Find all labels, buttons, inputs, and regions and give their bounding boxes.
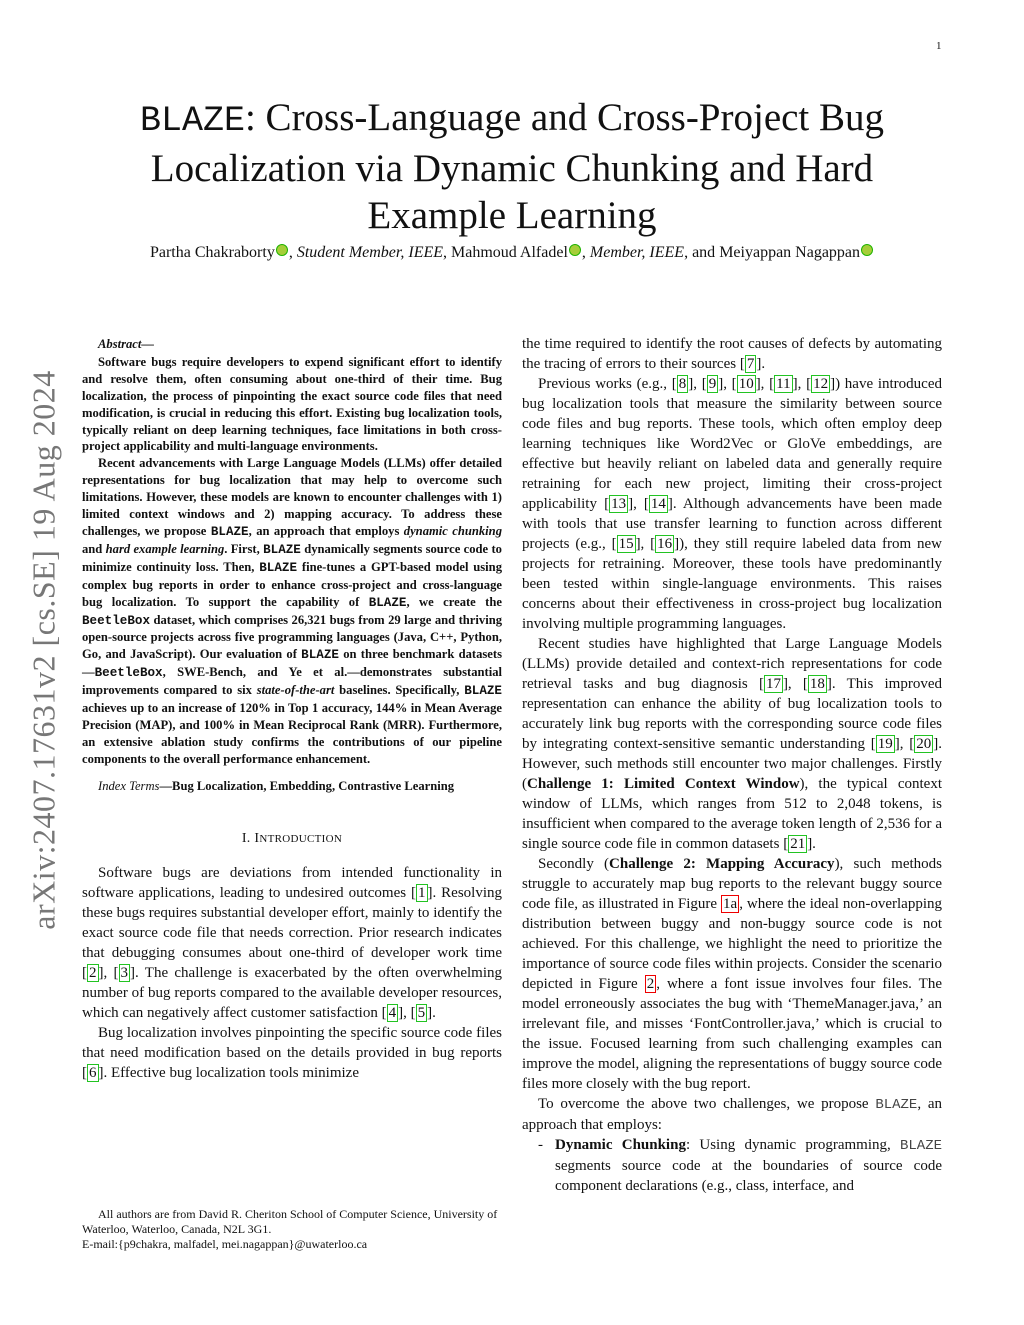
text: . However, such methods still encounter two major challenges. Firstly (: [522, 736, 942, 792]
author-line: Partha Chakraborty , Student Member, IEEE, Mahmoud Alfadel , Member, IEEE, and Meiyappan Nagappan: [60, 244, 964, 262]
intro-paragraph-2: Bug localization involves pinpointing the specific source code files that need modification based on the details provided in bug reports [ 6 ]. Effective bug localization tools minimize: [82, 1024, 502, 1081]
abs-italic: hard example learning: [105, 541, 225, 556]
abs-text: baselines. Specifically,: [334, 683, 465, 698]
abs-text: on three benchmark datasets—: [82, 647, 502, 680]
author-conj: , and: [684, 244, 720, 261]
abs-text: , we create the: [406, 594, 502, 609]
text: . This improved representation can enhance the ability of bug localization tools to accurately link bug reports with the corresponding source code files by integrating context-sensitive semantic understanding: [522, 676, 942, 752]
blaze-mono: BLAZE: [899, 1138, 942, 1154]
page-number: 1: [936, 40, 942, 52]
blaze-mono: BLAZE: [210, 524, 249, 539]
left-column: [82, 336, 502, 1083]
beetlebox-mono: BeetleBox: [94, 666, 163, 681]
intro-paragraph-1: Software bugs are deviations from intended functionality in software applications, leading to undesired outcomes [ 1 ]. Resolving these bugs requires substantial developer effort, mainly to identify the exact source code file that needs correction. Prior research indicates that debugging consumes about one-third of developer work time [ 2 ], [ 3 ]. The challenge is exacerbated by the often overwhelming number of bug reports compared to the available developer resources, which can negatively affect customer satisfaction [ 4 ], [ 5 ].: [82, 864, 503, 1021]
text: Secondly (: [538, 856, 610, 872]
citation-link[interactable]: 21: [790, 836, 806, 852]
text: ), they still require labeled data from new projects for retraining. Moreover, these tools have predominantly been tested within single-language environments. This raises concerns about their effectiveness in cross-project bug localization involving multiple programming languages.: [522, 536, 942, 632]
abstract-paragraph-1: Software bugs require developers to expend significant effort to identify and resolve them, often consuming about one-third of their time. Bug localization, the process of pinpointing the exact source code files that need modification, is crucial in reducing this effort. Existing bug localization tools, typically reliant on deep learning techniques, face limitations in both cross-project applicability and multi-language environments.: [82, 354, 502, 454]
citation-link[interactable]: 6: [89, 1064, 97, 1081]
blaze-mono: BLAZE: [875, 1097, 918, 1113]
text: segments source code at the boundaries of source code component declarations (e.g., class, interface, and: [555, 1158, 942, 1194]
text: ) have introduced bug localization tools that measure the similarity between source code files and bug reports. These tools, which often employ deep learning techniques like Word2Vec or GloVe embeddings, are effective but heavily reliant on labeled data and generally require retraining for each new project, limiting their cross-project applicability: [522, 376, 942, 512]
text: Bug localization involves pinpointing the specific source code files that need modification based on the details provided in bug reports: [82, 1024, 502, 1061]
text: the time required to identify the root causes of defects by automating the tracing of errors to their sources: [522, 336, 942, 372]
author-1: Partha Chakraborty: [149, 244, 275, 261]
right-column: [522, 334, 942, 1196]
abs-text: . First,: [224, 541, 264, 556]
abstract-label: Abstract—: [98, 337, 154, 351]
citation-link[interactable]: 12: [813, 376, 829, 392]
author-1-role: Student Member, IEEE: [296, 244, 444, 261]
abs-text: , SWE-Bench, and Ye et al.—demonstrates substantial improvements compared to six: [82, 665, 502, 698]
challenge-1-label: Challenge 1: Limited Context Window: [527, 776, 800, 792]
figure-link[interactable]: 2: [646, 976, 655, 992]
right-paragraph-0: the time required to identify the root causes of defects by automating the tracing of errors to their sources [ 7 ].: [522, 336, 942, 372]
title-name: BLAZE: [139, 101, 245, 141]
citation-link[interactable]: 20: [916, 736, 932, 752]
orcid-icon[interactable]: [569, 244, 581, 256]
abs-text: and: [82, 541, 106, 556]
text: , where the ideal non-overlapping distribution between buggy and non-buggy source code is not achieved. For this challenge, we highlight the need to prioritize the importance of source code files within projects. Consider the scenario depicted in Figure: [522, 896, 942, 992]
section-title-rest: NTRODUCTION: [259, 832, 343, 845]
arxiv-id: arXiv:2407.17631v2 [cs.SE] 19 Aug 2024: [25, 370, 62, 930]
blaze-mono: BLAZE: [263, 542, 301, 557]
text: . Although advancements have been made with tools that use transfer learning to function across different projects (e.g.,: [522, 496, 942, 552]
citation-link[interactable]: 4: [388, 1004, 397, 1021]
footnote-email: E-mail:{p9chakra, malfadel, mei.nagappan}@uwaterloo.ca: [82, 1237, 368, 1251]
intro-body: [82, 863, 502, 1083]
right-body: [522, 334, 942, 1135]
text: , where a font issue involves four files. The model erroneously associates the bug with ‘ThemeManager.java,’ an irrelevant file, and misses ‘FontController.java,’ which is crucial to the issue. Focused learning from such challenging examples can improve the model, aligning the representations of buggy source code files more closely with the bug report.: [522, 976, 942, 1092]
citation-link[interactable]: 2: [89, 964, 97, 981]
citation-link[interactable]: 15: [618, 536, 634, 552]
abs-italic: state-of-the-art: [256, 683, 335, 698]
right-paragraph-3: [522, 854, 942, 1094]
abs-text: , an approach that employs: [248, 523, 404, 538]
author-2-role: Member, IEEE: [589, 244, 685, 261]
citation-link[interactable]: 8: [678, 376, 687, 392]
right-paragraph-1: Previous works (e.g., [ 8 ], [ 9 ], [ 10 ], [ 11 ], [ 12 ]) have introduced bug localization tools that measure the similarity between source code files and bug reports. These tools, which often employ deep learning techniques like Word2Vec or GloVe embeddings, are effective but heavily reliant on labeled data and generally require retraining for each new project, limiting their cross-project applicability [ 13 ], [ 14 ]. Although advancements have been made with tools that use transfer learning to function across different projects (e.g., [ 15 ], [ 16 ]), they still require labeled data from new projects for retraining. Moreover, these tools have predominantly been tested within single-language environments. This raises concerns about their effectiveness in cross-project bug localization involving multiple programming languages.: [522, 376, 942, 632]
text: : Using dynamic programming,: [685, 1137, 900, 1153]
bullet-label: Dynamic Chunking: [555, 1137, 686, 1153]
citation-link[interactable]: 19: [877, 736, 893, 752]
text: . The challenge is exacerbated by the often overwhelming number of bug reports compared to the available developer resources, which can negatively affect customer satisfaction: [82, 964, 502, 1021]
abs-text: achieves up to an increase of 120% in Top 1 accuracy, 144% in Mean Average Precision (MAP), and 100% in Mean Reciprocal Rank (MRR). Furthermore, an extensive ablation study confirms the contributions of our pipeline components to the overall performance enhancement.: [82, 701, 502, 766]
blaze-mono: BLAZE: [368, 595, 407, 610]
orcid-icon[interactable]: [861, 244, 873, 256]
citation-link[interactable]: 14: [650, 496, 666, 512]
author-3: Meiyappan Nagappan: [719, 244, 861, 261]
index-terms-label: Index Terms: [98, 778, 160, 793]
citation-link[interactable]: 9: [708, 376, 717, 392]
title-rest: : Cross-Language and Cross-Project Bug Localization via Dynamic Chunking and Hard Example Learning: [150, 96, 885, 237]
text: Recent studies have highlighted that Large Language Models (LLMs) provide detailed and context-rich representations for code retrieval tasks and bug diagnosis: [522, 636, 942, 692]
footnote: [82, 1207, 502, 1252]
contribution-bullet: [522, 1135, 942, 1196]
section-number: I.: [241, 830, 251, 846]
text: . Effective bug localization tools minimize: [103, 1064, 359, 1081]
blaze-mono: BLAZE: [301, 648, 339, 663]
text: . Resolving these bugs requires substantial developer effort, mainly to identify the exact source code file that needs correction. Prior research indicates that debugging consumes about one-third of developer work time: [82, 884, 503, 961]
right-paragraph-2: Recent studies have highlighted that Large Language Models (LLMs) provide detailed and context-rich representations for code retrieval tasks and bug diagnosis [ 17 ], [ 18 ]. This improved representation can enhance the ability of bug localization tools to accurately link bug reports with the corresponding source code files by integrating context-sensitive semantic understanding [ 19 ], [ 20 ]. However, such methods still encounter two major challenges. Firstly (Challenge 1: Limited Context Window), the typical context window of LLMs, which ranges from 512 to 2,048 tokens, is insufficient when compared to the average token length of 2,536 for a single source code file in common datasets [ 21 ].: [522, 636, 942, 852]
citation-link[interactable]: 11: [776, 376, 791, 392]
bullet-text: [555, 1135, 942, 1196]
blaze-mono: BLAZE: [464, 684, 502, 699]
citation-link[interactable]: 13: [611, 496, 627, 512]
citation-link[interactable]: 16: [657, 536, 673, 552]
text: ), the typical context window of LLMs, which ranges from 512 to 2,048 tokens, is insufficient when compared to the average token length of 2,536 for a single source code file in common datasets: [522, 776, 942, 852]
citation-link[interactable]: 10: [738, 376, 754, 392]
footnote-affiliation: All authors are from David R. Cheriton School of Computer Science, University of Waterloo, Waterloo, Canada, N2L 3G1.: [82, 1207, 498, 1236]
abstract: [82, 336, 502, 768]
text: ), such methods struggle to accurately map bug reports to the relevant buggy source code file, as illustrated in Figure: [522, 856, 942, 912]
text: Previous works (e.g.,: [538, 376, 672, 392]
citation-link[interactable]: 17: [765, 676, 781, 692]
abs-text: dynamically segments source code to minimize continuity loss. Then,: [82, 541, 502, 574]
citation-link[interactable]: 3: [120, 964, 129, 981]
author-2: Mahmoud Alfadel: [451, 244, 568, 261]
index-terms-text: —Bug Localization, Embedding, Contrastive Learning: [159, 778, 455, 793]
figure-link[interactable]: 1a: [723, 896, 738, 912]
abstract-paragraph-2: [82, 455, 502, 767]
citation-link[interactable]: 5: [417, 1004, 426, 1021]
bullet-dash: -: [538, 1137, 543, 1153]
text: , an approach that employs:: [522, 1096, 942, 1133]
blaze-mono: BLAZE: [259, 560, 298, 575]
abs-text: fine-tunes a GPT-based model using complex bug reports in order to enhance cross-project and cross-language bug localization. To support the capability of: [82, 559, 502, 609]
citation-link[interactable]: 1: [418, 884, 426, 901]
abs-text: Recent advancements with Large Language Models (LLMs) offer detailed representations for bug localization that may help to overcome such limitations. However, these models are known to encounter challenges with 1) limited context windows and 2) mapping accuracy. To address these challenges, we propose: [82, 456, 502, 538]
right-paragraph-4: [522, 1094, 942, 1135]
citation-link[interactable]: 18: [809, 676, 825, 692]
abs-text: dataset, which comprises 26,321 bugs from 29 large and thriving open-source projects across five programming languages (Java, C++, Python, Go, and JavaScript). Our evaluation of: [82, 612, 502, 662]
section-heading: [82, 831, 502, 847]
text: To overcome the above two challenges, we propose: [538, 1096, 876, 1112]
beetlebox-mono: BeetleBox: [82, 613, 151, 628]
challenge-2-label: Challenge 2: Mapping Accuracy: [609, 856, 835, 872]
abs-italic: dynamic chunking: [403, 523, 502, 538]
index-terms: [82, 778, 502, 795]
citation-link[interactable]: 7: [746, 356, 755, 372]
arxiv-sidebar: [22, 350, 66, 950]
orcid-icon[interactable]: [276, 244, 288, 256]
paper-title: [100, 94, 924, 239]
text: Software bugs are deviations from intended functionality in software applications, leading to undesired outcomes: [82, 864, 502, 901]
section-title-first: I: [254, 830, 260, 846]
